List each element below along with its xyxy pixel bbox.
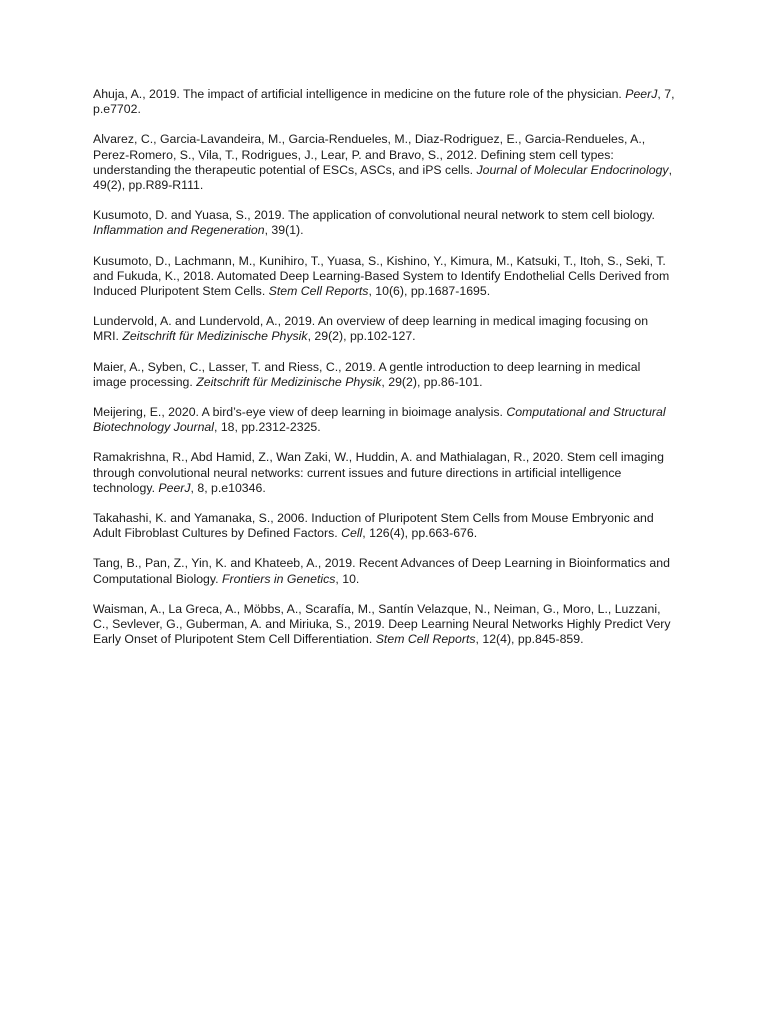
reference-text: Tang, B., Pan, Z., Yin, K. and Khateeb, A., 2019. Recent Advances of Deep Learning in Bioinformatics and Computational Biology. <box>93 556 670 586</box>
reference-entry <box>93 87 675 117</box>
reference-list <box>93 87 675 662</box>
reference-details: , 7, p.e7702. <box>93 87 675 117</box>
reference-entry <box>93 208 675 238</box>
reference-text: Takahashi, K. and Yamanaka, S., 2006. Induction of Pluripotent Stem Cells from Mouse Embryonic and Adult Fibroblast Cultures by Defined Factors. <box>93 511 654 541</box>
reference-details: , 49(2), pp.R89-R111. <box>93 162 672 193</box>
reference-entry <box>93 405 675 435</box>
reference-details: , 126(4), pp.663-676. <box>362 526 478 541</box>
journal-title: Journal of Molecular Endocrinology <box>476 162 669 177</box>
reference-details: , 29(2), pp.102-127. <box>307 329 416 344</box>
reference-text: Alvarez, C., Garcia-Lavandeira, M., Garcia-Rendueles, M., Diaz-Rodriguez, E., Garcia-Rendueles, A., Perez-Romero, S., Vila, T., Rodrigues, J., Lear, P. and Bravo, S., 2012. Defining stem cell types: understanding the therapeutic potential of ESCs, ASCs, and iPS cells. <box>93 132 646 177</box>
reference-entry <box>93 602 675 648</box>
reference-text: Meijering, E., 2020. A bird’s-eye view of deep learning in bioimage analysis. <box>93 405 507 420</box>
reference-text: Waisman, A., La Greca, A., Möbbs, A., Scarafía, M., Santín Velazque, N., Neiman, G., Moro, L., Luzzani, C., Sevlever, G., Guberman, A. and Miriuka, S., 2019. Deep Learning Neural Networks Highly Predict Very Early Onset of Pluripotent Stem Cell Differentiation. <box>93 601 671 647</box>
reference-text: Ramakrishna, R., Abd Hamid, Z., Wan Zaki, W., Huddin, A. and Mathialagan, R., 2020. Stem cell imaging through convolutional neural networks: current issues and future directions in artificial intelligence technology. <box>93 450 664 495</box>
reference-entry <box>93 556 675 586</box>
journal-title: PeerJ <box>158 480 191 495</box>
reference-entry <box>93 314 675 344</box>
journal-title: Computational and Structural Biotechnology Journal <box>93 405 666 435</box>
reference-text: Lundervold, A. and Lundervold, A., 2019. An overview of deep learning in medical imaging focusing on MRI. <box>93 314 649 344</box>
journal-title: PeerJ <box>625 87 658 101</box>
journal-title: Frontiers in Genetics <box>221 571 336 586</box>
reference-text: Maier, A., Syben, C., Lasser, T. and Riess, C., 2019. A gentle introduction to deep learning in medical image processing. <box>93 359 641 389</box>
reference-details: , 10. <box>335 571 360 586</box>
reference-details: , 18, pp.2312-2325. <box>214 420 321 435</box>
reference-details: , 29(2), pp.86-101. <box>381 374 483 389</box>
journal-title: Zeitschrift für Medizinische Physik <box>196 374 382 389</box>
reference-details: , 10(6), pp.1687-1695. <box>368 284 491 299</box>
reference-details: , 12(4), pp.845-859. <box>475 632 584 647</box>
journal-title: Stem Cell Reports <box>268 284 369 299</box>
reference-details: , 8, p.e10346. <box>190 480 266 495</box>
reference-entry <box>93 511 675 541</box>
reference-entry <box>93 450 675 496</box>
reference-text: Ahuja, A., 2019. The impact of artificial intelligence in medicine on the future role of the physician. <box>93 87 626 101</box>
journal-title: Zeitschrift für Medizinische Physik <box>122 329 308 344</box>
journal-title: Inflammation and Regeneration <box>93 223 265 238</box>
journal-title: Cell <box>341 526 363 541</box>
reference-entry <box>93 132 675 193</box>
reference-text: Kusumoto, D. and Yuasa, S., 2019. The application of convolutional neural network to stem cell biology. <box>93 208 655 223</box>
reference-entry <box>93 360 675 390</box>
journal-title: Stem Cell Reports <box>375 632 476 647</box>
reference-text: Kusumoto, D., Lachmann, M., Kunihiro, T., Yuasa, S., Kishino, Y., Kimura, M., Katsuki, T., Itoh, S., Seki, T. and Fukuda, K., 2018. Automated Deep Learning-Based System to Identify Endothelial Cells Derived from Induced Pluripotent Stem Cells. <box>93 253 670 299</box>
reference-details: , 39(1). <box>264 223 304 238</box>
reference-entry <box>93 254 675 300</box>
